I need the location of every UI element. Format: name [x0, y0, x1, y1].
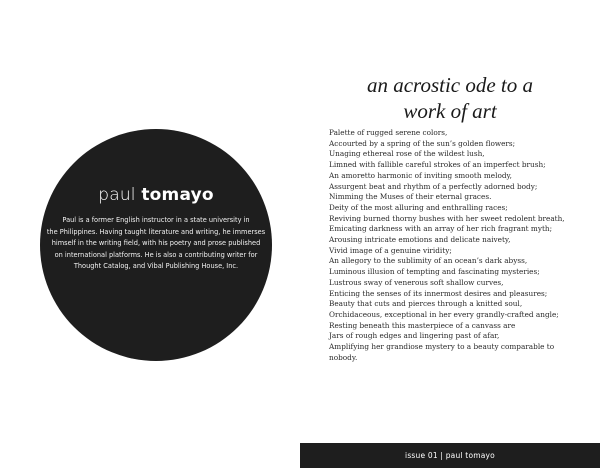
poem-line: Deity of the most alluring and enthralling races; [329, 202, 508, 212]
poem-line: Assurgent beat and rhythm of a perfectly adorned body; [329, 181, 538, 191]
poem-line: Arousing intricate emotions and delicate naivety, [329, 235, 511, 245]
bio-line: Thought Catalog, and Vibal Publishing House, Inc. [73, 262, 239, 271]
poem-line: Luminous illusion of tempting and fascinating mysteries; [329, 267, 540, 277]
poem-body [329, 128, 591, 363]
poem-line: Lustrous sway of venerous soft shallow curves, [329, 277, 504, 287]
poem-line: Nimming the Muses of their eternal graces. [329, 192, 492, 202]
author-bio-circle [40, 129, 272, 361]
poem-line: nobody. [329, 352, 358, 362]
poem-line: Unaging ethereal rose of the wildest lush, [329, 149, 485, 159]
poem-line: Amplifying her grandiose mystery to a beauty comparable to [329, 342, 555, 352]
author-bio [46, 215, 266, 273]
author-name [40, 185, 272, 205]
poem-line: Accourted by a spring of the sun’s golden flowers; [329, 138, 516, 148]
author-last-name: tomayo [141, 185, 214, 205]
poem-title [330, 72, 570, 124]
poem-line: Resting beneath this masterpiece of a canvass are [329, 320, 516, 330]
poem-title-line: an acrostic ode to a [366, 73, 534, 97]
poem-line: Orchidaceous, exceptional in her every grandly-crafted angle; [329, 309, 559, 319]
poem-line: An amoretto harmonic of inviting smooth melody, [329, 170, 512, 180]
poem-line: Beauty that cuts and pierces through a knitted soul, [329, 299, 523, 309]
poem-line: Palette of rugged serene colors, [329, 128, 448, 137]
footer-issue-label: issue 01 | paul tomayo [405, 451, 495, 460]
poem-line: An allegory to the sublimity of an ocean’s dark abyss, [329, 256, 528, 266]
author-first-name: paul [98, 185, 136, 205]
poem-line: Emicating darkness with an array of her rich fragrant myth; [329, 224, 553, 234]
poem-line: Vivid image of a genuine viridity; [329, 245, 452, 255]
poem-line: Jars of rough edges and lingering past of afar, [329, 331, 500, 341]
bio-line: on international platforms. He is also a contributing writer for [54, 250, 258, 259]
poem-line: Reviving burned thorny bushes with her sweet redolent breath, [329, 213, 565, 223]
footer-bar [300, 443, 600, 468]
bio-line: Paul is a former English instructor in a state university in [62, 216, 250, 224]
bio-line: himself in the writing field, with his poetry and prose published [51, 239, 261, 248]
poem-line: Limned with fallible careful strokes of an imperfect brush; [329, 160, 546, 170]
bio-line: the Philippines. Having taught literature and writing, he immerses [46, 227, 266, 236]
poem-title-line: work of art [403, 99, 497, 123]
poem-line: Enticing the senses of its innermost desires and pleasures; [329, 288, 548, 298]
